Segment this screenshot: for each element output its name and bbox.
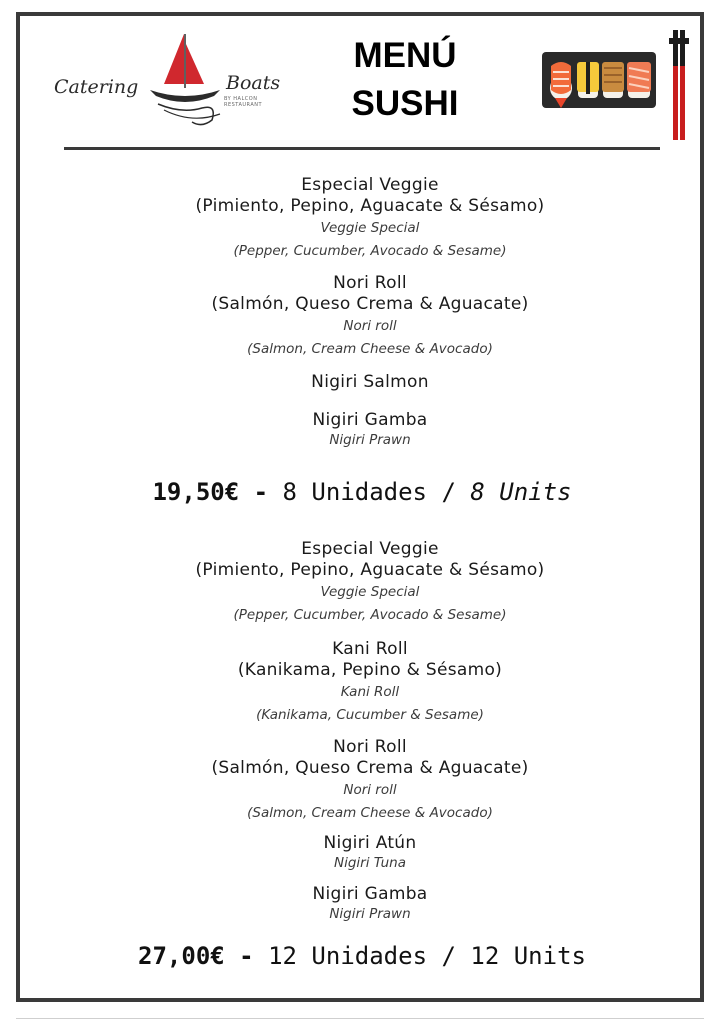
item-detail: (Pimiento, Pepino, Aguacate & Sésamo) [195,196,545,216]
item-en-name: Nigiri Tuna [333,855,407,871]
item-name: Especial Veggie [301,539,439,559]
item-en-detail: (Pepper, Cucumber, Avocado & Sesame) [233,243,507,259]
sushi-tray-image [540,48,658,112]
price-units: 8 Units [470,478,572,506]
item-detail: (Salmón, Queso Crema & Aguacate) [211,294,529,314]
item-en-name: Kani Roll [340,684,400,700]
catering-boats-logo [52,32,292,128]
item-en-name: Veggie Special [320,584,420,600]
item-name: Nigiri Gamba [312,884,428,904]
menu2-item-nori-roll [40,737,700,825]
item-name: Nigiri Gamba [312,410,428,430]
item-name: Nori Roll [333,737,407,757]
item-en-detail: (Pepper, Cucumber, Avocado & Sesame) [233,607,507,623]
menu1-price [30,478,694,506]
item-en-name: Nigiri Prawn [329,906,411,922]
item-name: Especial Veggie [301,175,439,195]
price-units: 12 Units [470,942,586,970]
nigiri-salmon-icon [627,62,651,98]
logo-subtitle: BY HALCON RESTAURANT [224,96,263,108]
menu1-item-veggie [40,175,700,263]
item-en-detail: (Kanikama, Cucumber & Sesame) [256,707,484,723]
menu1-item-nori-roll [40,273,700,361]
logo-word-boats: Boats [226,72,281,94]
price-unidades: 12 Unidades / [268,942,456,970]
item-detail: (Kanikama, Pepino & Sésamo) [237,660,503,680]
item-en-name: Veggie Special [320,220,420,236]
bottom-divider [16,1018,704,1019]
menu1-item-nigiri-gamba [40,410,700,450]
item-name: Nori Roll [333,273,407,293]
price-amount: 27,00€ - [138,942,254,970]
item-en-detail: (Salmon, Cream Cheese & Avocado) [247,341,493,357]
nigiri-tamago-icon [577,62,599,98]
item-detail: (Pimiento, Pepino, Aguacate & Sésamo) [195,560,545,580]
menu2-item-veggie [40,539,700,627]
item-en-name: Nori roll [343,782,397,798]
item-name: Kani Roll [332,639,408,659]
chopsticks-icon [668,30,690,144]
item-name: Nigiri Salmon [311,372,429,392]
item-name: Nigiri Atún [323,833,417,853]
title-line-2: SUSHI [351,84,459,123]
nigiri-eel-icon [602,62,624,98]
menu2-item-nigiri-gamba [40,884,700,924]
menu2-item-kani-roll [40,639,700,727]
menu1-item-nigiri-salmon [40,372,700,393]
logo-word-catering: Catering [54,76,139,98]
menu2-price [30,942,694,970]
item-detail: (Salmón, Queso Crema & Aguacate) [211,758,529,778]
page-title [330,32,480,128]
header-divider [64,147,660,150]
price-amount: 19,50€ - [152,478,269,506]
price-unidades: 8 Unidades / [282,478,456,506]
item-en-detail: (Salmon, Cream Cheese & Avocado) [247,805,493,821]
item-en-name: Nigiri Prawn [329,432,411,448]
title-line-1: MENÚ [353,36,457,75]
menu2-item-nigiri-atun [40,833,700,873]
item-en-name: Nori roll [343,318,397,334]
